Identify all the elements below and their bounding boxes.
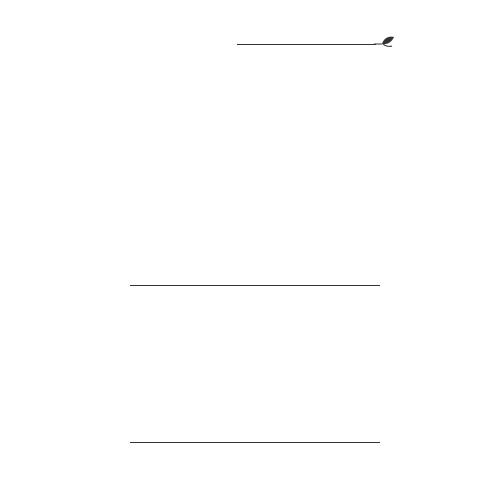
recipe-continuation bbox=[147, 53, 387, 103]
section-rule bbox=[130, 285, 380, 286]
kvass-recipe bbox=[147, 103, 387, 286]
text-line bbox=[147, 70, 387, 87]
text-line bbox=[147, 219, 387, 236]
section-title-cont bbox=[130, 443, 380, 460]
text-line bbox=[147, 374, 387, 391]
text-line bbox=[147, 186, 387, 203]
text-line bbox=[147, 357, 387, 374]
text-line bbox=[147, 252, 387, 269]
text-line bbox=[147, 169, 387, 186]
text-line bbox=[147, 153, 387, 170]
text-line bbox=[147, 390, 387, 407]
section-water-ferments bbox=[130, 268, 380, 285]
text-line bbox=[147, 53, 387, 70]
water-ferment-recipe bbox=[147, 324, 387, 424]
text-line bbox=[147, 324, 387, 341]
text-line bbox=[147, 203, 387, 220]
header-rule bbox=[237, 44, 376, 45]
section-title-line2 bbox=[130, 443, 380, 460]
text-line bbox=[147, 236, 387, 253]
text-line bbox=[147, 341, 387, 358]
leaf-ornament-icon bbox=[374, 34, 396, 48]
text-line bbox=[147, 86, 387, 103]
qa-list bbox=[130, 459, 380, 476]
text-line bbox=[147, 120, 387, 137]
recipe-title bbox=[147, 103, 387, 120]
section-intro bbox=[130, 289, 380, 322]
text-line bbox=[130, 289, 380, 306]
section-title bbox=[130, 268, 380, 285]
qa-line bbox=[130, 459, 380, 476]
text-line bbox=[147, 136, 387, 153]
text-line bbox=[147, 407, 387, 424]
text-line bbox=[130, 306, 380, 323]
